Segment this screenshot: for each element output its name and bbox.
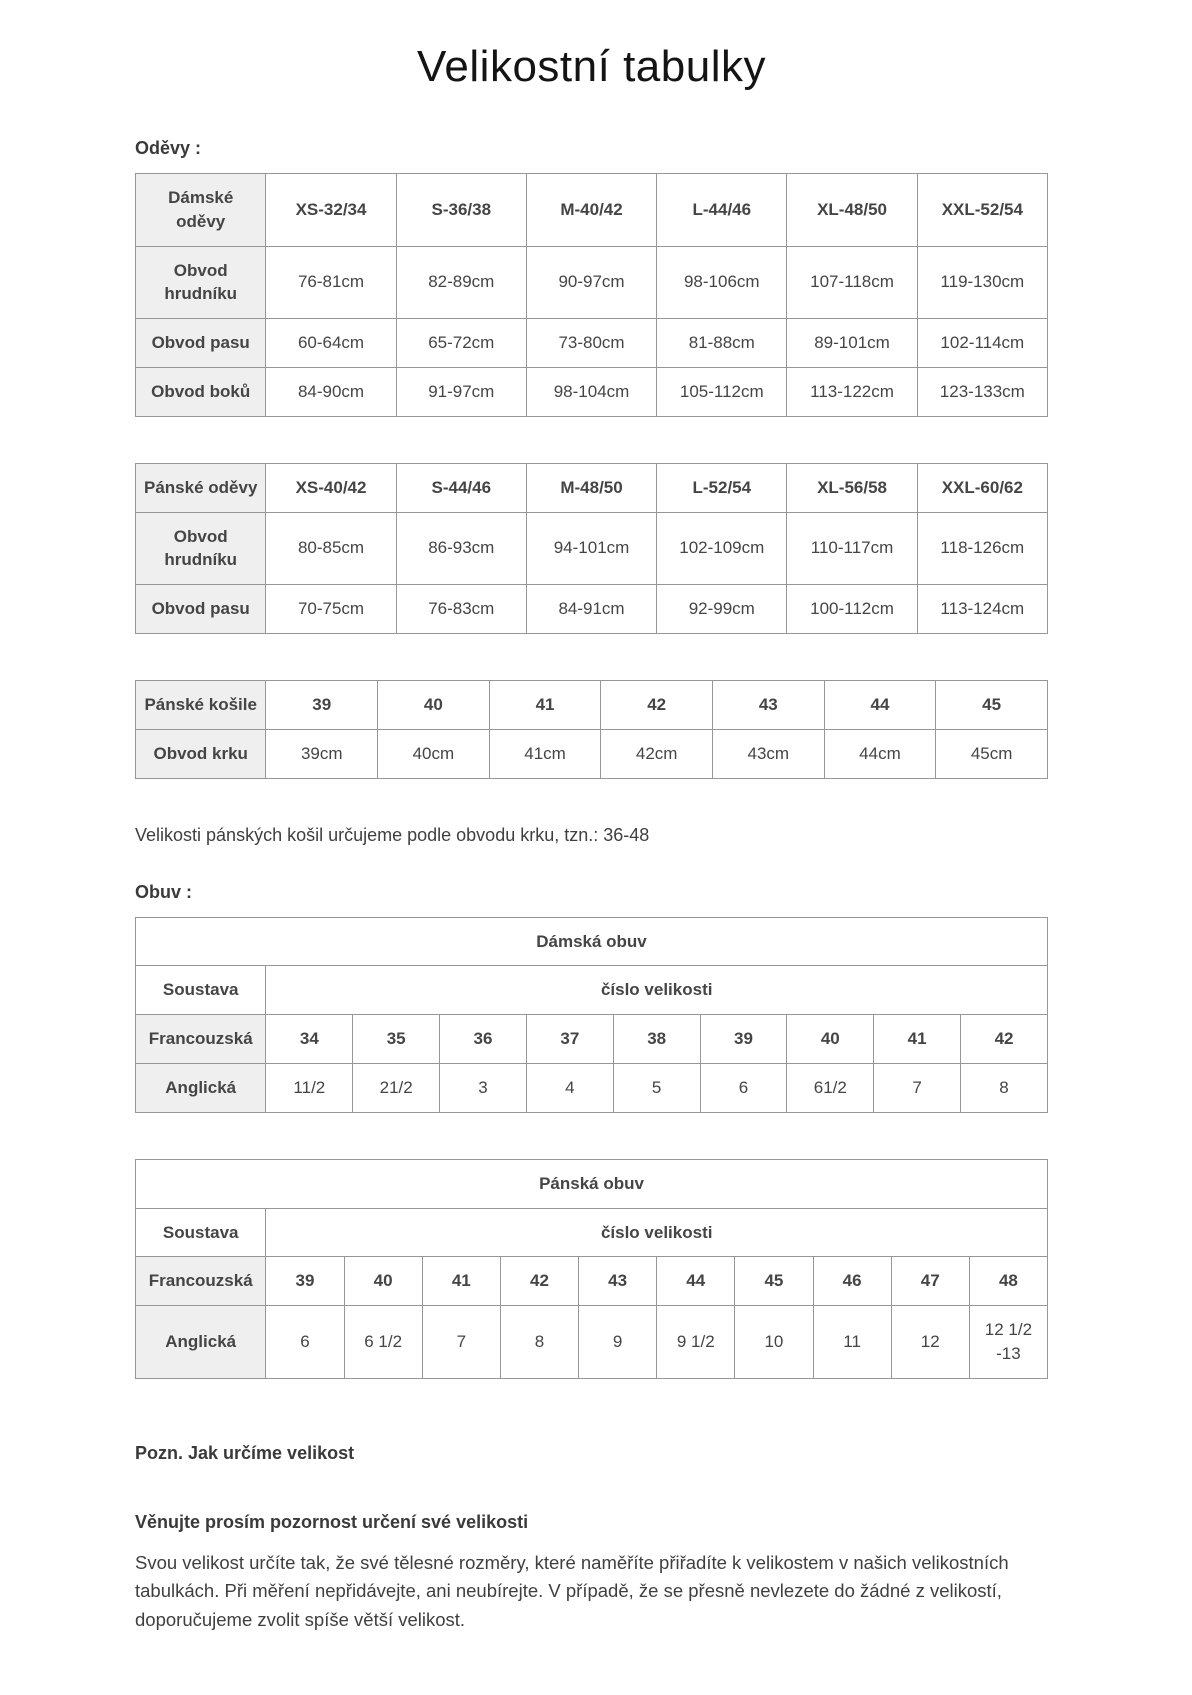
row-label-cell: Anglická [136,1063,266,1112]
table-cell: M-40/42 [526,174,656,247]
table-cell: 113-122cm [787,367,917,416]
table-cell: 84-90cm [266,367,396,416]
row-label-cell: Soustava [136,966,266,1015]
table-cell: 39 [266,680,378,729]
table-cell: 43 [712,680,824,729]
table-cell: 45 [735,1257,813,1306]
table-cell: S-44/46 [396,463,526,512]
table-cell: 47 [891,1257,969,1306]
table-cell: 105-112cm [657,367,787,416]
row-label-cell: Obvod pasu [136,319,266,368]
table-cell: 44 [824,680,936,729]
table-cell: 60-64cm [266,319,396,368]
table-cell: 110-117cm [787,512,917,585]
table-cell: 9 [579,1306,657,1379]
table-cell: 41cm [489,729,601,778]
table-cell: L-44/46 [657,174,787,247]
table-cell: 102-109cm [657,512,787,585]
table-row [136,174,1048,247]
clothing-section-heading: Oděvy : [135,138,202,158]
table-cell: 40 [787,1015,874,1064]
table-cell: 89-101cm [787,319,917,368]
table-cell: XS-40/42 [266,463,396,512]
table-cell: 12 1/2 -13 [969,1306,1047,1379]
row-label-cell: Pánské košile [136,680,266,729]
table-cell: 61/2 [787,1063,874,1112]
table-row [136,680,1048,729]
table-row [136,1208,1048,1257]
row-label-cell: Obvod hrudníku [136,512,266,585]
table-cell: 123-133cm [917,367,1047,416]
table-cell: 4 [526,1063,613,1112]
table-cell: XS-32/34 [266,174,396,247]
table-cell: 41 [422,1257,500,1306]
row-label-cell: Francouzská [136,1257,266,1306]
table-cell: 39cm [266,729,378,778]
table-cell: 70-75cm [266,585,396,634]
table-cell: 107-118cm [787,246,917,319]
table-cell: 81-88cm [657,319,787,368]
table-cell: 37 [526,1015,613,1064]
shirts-sizing-note: Velikosti pánských košil určujeme podle obvodu krku, tzn.: 36-48 [135,824,650,845]
table-cell: 43 [579,1257,657,1306]
table-cell: 90-97cm [526,246,656,319]
row-label-cell: Dámská obuv [136,917,1048,966]
table-cell: 76-83cm [396,585,526,634]
table-cell: 48 [969,1257,1047,1306]
row-label-cell: Obvod krku [136,729,266,778]
table-cell: 12 [891,1306,969,1379]
table-cell: 46 [813,1257,891,1306]
table-cell: 118-126cm [917,512,1047,585]
table-cell: 98-104cm [526,367,656,416]
table-cell: 21/2 [353,1063,440,1112]
table-cell: číslo velikosti [266,966,1048,1015]
table-cell: L-52/54 [657,463,787,512]
table-cell: XL-48/50 [787,174,917,247]
table-cell: 76-81cm [266,246,396,319]
row-label-cell: Obvod hrudníku [136,246,266,319]
table-cell: 41 [874,1015,961,1064]
table-cell: 40 [378,680,490,729]
table-cell: 82-89cm [396,246,526,319]
table-row [136,1063,1048,1112]
table-row [136,1015,1048,1064]
table-cell: 3 [440,1063,527,1112]
table-cell: 65-72cm [396,319,526,368]
table-cell: 42 [601,680,713,729]
table-cell: 8 [961,1063,1048,1112]
table-cell: 8 [500,1306,578,1379]
row-label-cell: Pánské oděvy [136,463,266,512]
document-content [135,42,1048,1635]
table-row [136,1306,1048,1379]
row-label-cell: Anglická [136,1306,266,1379]
table-cell: 38 [613,1015,700,1064]
table-cell: 44 [657,1257,735,1306]
table-cell: 94-101cm [526,512,656,585]
table-cell: XXL-60/62 [917,463,1047,512]
table-cell: 42 [500,1257,578,1306]
table-row [136,1159,1048,1208]
row-label-cell: Obvod boků [136,367,266,416]
table-cell: 42 [961,1015,1048,1064]
table-cell: S-36/38 [396,174,526,247]
table-cell: 41 [489,680,601,729]
table-cell: 40 [344,1257,422,1306]
table-row [136,246,1048,319]
table-cell: 45 [936,680,1048,729]
table-cell: 35 [353,1015,440,1064]
table-cell: 6 1/2 [344,1306,422,1379]
table-cell: 113-124cm [917,585,1047,634]
table-cell: 84-91cm [526,585,656,634]
womens-clothing-size-table [135,173,1048,417]
table-cell: 119-130cm [917,246,1047,319]
mens-shoes-size-table [135,1159,1048,1379]
womens-shoes-size-table [135,917,1048,1113]
row-label-cell: Obvod pasu [136,585,266,634]
table-cell: M-48/50 [526,463,656,512]
table-row [136,917,1048,966]
table-row [136,512,1048,585]
table-cell: 39 [266,1257,344,1306]
row-label-cell: Dámské oděvy [136,174,266,247]
table-cell: 5 [613,1063,700,1112]
table-cell: 40cm [378,729,490,778]
table-row [136,463,1048,512]
table-cell: 92-99cm [657,585,787,634]
table-cell: 36 [440,1015,527,1064]
table-cell: 73-80cm [526,319,656,368]
table-row [136,966,1048,1015]
table-cell: 80-85cm [266,512,396,585]
table-cell: 7 [874,1063,961,1112]
note-subheading: Věnujte prosím pozornost určení své velikosti [135,1511,529,1532]
table-cell: 9 1/2 [657,1306,735,1379]
page-title: Velikostní tabulky [417,42,766,91]
table-cell: 43cm [712,729,824,778]
note-heading: Pozn. Jak určíme velikost [135,1442,355,1463]
table-cell: číslo velikosti [266,1208,1048,1257]
table-cell: 11 [813,1306,891,1379]
table-cell: 91-97cm [396,367,526,416]
table-row [136,319,1048,368]
note-paragraph: Svou velikost určíte tak, že své tělesné rozměry, které naměříte přiřadíte k velikostem v našich velikostních tabulkách. Při měření nepřidávejte, ani neubírejte. V případě, že se přesně nevlezete do žádné z velikostí, doporučujeme zvolit spíše větší velikost. [135,1551,1009,1631]
table-cell: XL-56/58 [787,463,917,512]
table-row [136,1257,1048,1306]
row-label-cell: Soustava [136,1208,266,1257]
table-cell: 100-112cm [787,585,917,634]
table-cell: 86-93cm [396,512,526,585]
table-cell: 45cm [936,729,1048,778]
table-cell: 102-114cm [917,319,1047,368]
mens-clothing-size-table [135,463,1048,634]
table-cell: 7 [422,1306,500,1379]
table-cell: 98-106cm [657,246,787,319]
table-row [136,367,1048,416]
table-row [136,585,1048,634]
table-cell: 6 [700,1063,787,1112]
table-cell: 39 [700,1015,787,1064]
table-cell: XXL-52/54 [917,174,1047,247]
row-label-cell: Francouzská [136,1015,266,1064]
table-cell: 11/2 [266,1063,353,1112]
table-cell: 10 [735,1306,813,1379]
row-label-cell: Pánská obuv [136,1159,1048,1208]
table-cell: 34 [266,1015,353,1064]
table-cell: 42cm [601,729,713,778]
table-row [136,729,1048,778]
table-cell: 6 [266,1306,344,1379]
table-cell: 44cm [824,729,936,778]
shoes-section-heading: Obuv : [135,881,192,902]
mens-shirts-size-table [135,680,1048,779]
